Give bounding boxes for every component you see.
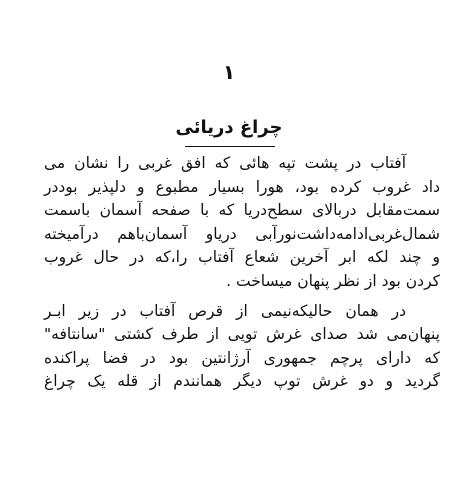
paragraph-1-line-6: کردن بود از نظر پنهان میساخت .: [226, 271, 440, 290]
paragraph-2-line-2: پنهان‌می شد صدای غرش تویی از طرف کشتی "سانتافه": [44, 325, 440, 344]
paragraph-2-line-3: که دارای پرچم جمهوری آرژانتین بود در فضا پراکنده: [44, 348, 440, 367]
chapter-title: چراغ دریائی: [175, 117, 283, 138]
title-underline: [185, 146, 275, 147]
paragraph-2-line-4: گردید و دو غرش توپ دیگر همانندم از قله یک چراغ: [44, 372, 440, 391]
body-text: [44, 152, 440, 394]
paragraph-1-line-3: سمت‌مقابل دربالای سطح‌دریا که با صفحه آسمان باسمت: [44, 201, 440, 220]
paragraph-1-line-4: شمال‌غربی‌ادامه‌داشت‌نورآبی دریاو آسمان‌باهم درآمیخته: [44, 224, 440, 243]
page-number: ۱: [222, 60, 236, 84]
paragraph-1-line-1: آفتاب در پشت تپه هائی که افق غربی را نشان می: [44, 154, 406, 172]
paragraph-1-line-5: و چند لکه ابر آخرین شعاع آفتاب را،که در حال غروب: [44, 248, 440, 267]
paragraph-1-line-2: داد غروب کرده بود، هورا بسیار مطبوع و دلپذیر بوددر: [44, 177, 440, 196]
paragraph-2-line-1: در همان حالیکه‌نیمی از قرص آفتاب در زیر ابـر: [44, 301, 406, 320]
